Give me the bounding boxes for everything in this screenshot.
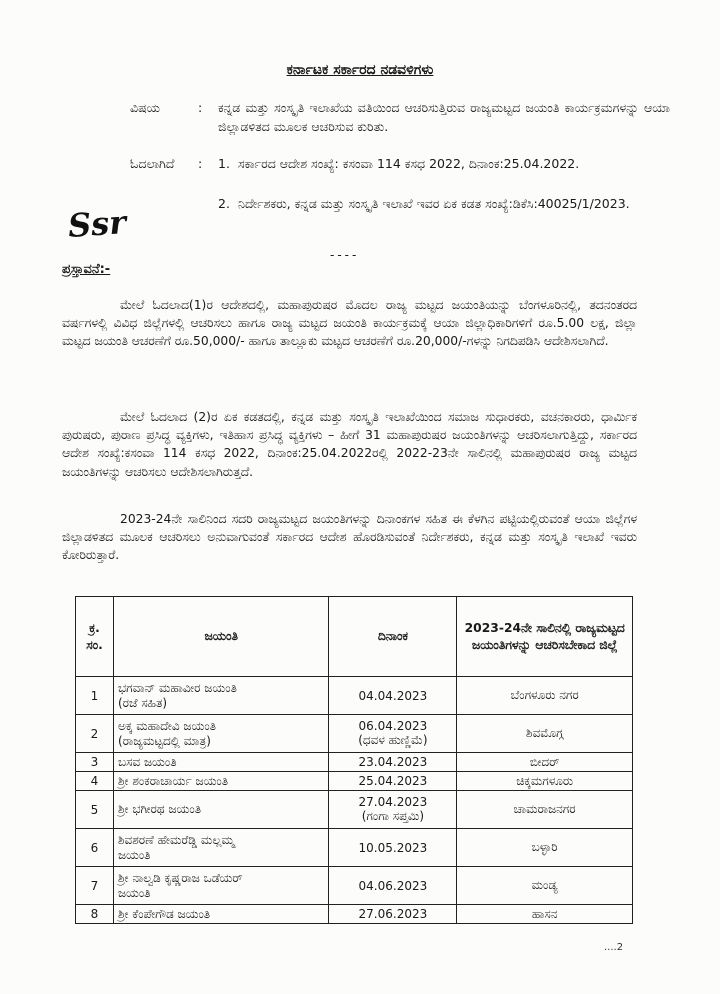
cell-date: 27.06.2023 — [329, 905, 457, 924]
subject-text: ಕನ್ನಡ ಮತ್ತು ಸಂಸ್ಕೃತಿ ಇಲಾಖೆಯ ವತಿಯಿಂದ ಆಚರಿಸುತ್ತಿರುವ ರಾಜ್ಯಮಟ್ಟದ ಜಯಂತಿ ಕಾರ್ಯಕ್ರಮಗಳನ್ನು ಆಯಾ ಜಿಲ್ಲಾಡಳಿತದ ಮೂಲಕ ಆಚರಿಸುವ ಕುರಿತು. — [218, 100, 670, 134]
cell-serial-number: 3 — [76, 753, 114, 772]
header-district: 2023-24ನೇ ಸಾಲಿನಲ್ಲಿ ರಾಜ್ಯಮಟ್ಟದ ಜಯಂತಿಗಳನ್ನು ಆಚರಿಸಬೇಕಾದ ಜಿಲ್ಲೆ — [457, 597, 633, 677]
paragraph: 2023-24ನೇ ಸಾಲಿನಿಂದ ಸದರಿ ರಾಜ್ಯಮಟ್ಟದ ಜಯಂತಿಗಳನ್ನು ದಿನಾಂಕಗಳ ಸಹಿತ ಈ ಕೆಳಗಿನ ಪಟ್ಟಿಯಲ್ಲಿರುವಂತೆ ಆಯಾ ಜಿಲ್ಲೆಗಳ ಜಿಲ್ಲಾಡಳಿತದ ಮೂಲಕ ಆಚರಿಸಲು ಅನುವಾಗುವಂತೆ ಸರ್ಕಾರದ ಆದೇಶ ಹೊರಡಿಸುವಂತೆ ನಿರ್ದೇಶಕರು, ಕನ್ನಡ ಮತ್ತು ಸಂಸ್ಕೃತಿ ಇಲಾಖೆ ಇವರು ಕೋರಿರುತ್ತಾರೆ. — [62, 512, 637, 563]
cell-jayanti — [113, 829, 329, 867]
subject-label: ವಿಷಯ — [130, 100, 160, 115]
paragraph: ಮೇಲೆ ಓದಲಾದ(1)ರ ಆದೇಶದಲ್ಲಿ, ಮಹಾಪುರುಷರ ಮೊದಲ ರಾಜ್ಯ ಮಟ್ಟದ ಜಯಂತಿಯನ್ನು ಬೆಂಗಳೂರಿನಲ್ಲಿ, ತದನಂತರದ ವರ್ಷಗಳಲ್ಲಿ ವಿವಿಧ ಜಿಲ್ಲೆಗಳಲ್ಲಿ ಆಚರಿಸಲು ಹಾಗೂ ರಾಜ್ಯ ಮಟ್ಟದ ಜಯಂತಿ ಕಾರ್ಯಕ್ರಮಕ್ಕೆ ಆಯಾ ಜಿಲ್ಲಾಧಿಕಾರಿಗಳಿಗೆ ರೂ.5.00 ಲಕ್ಷ, ಜಿಲ್ಲಾ ಮಟ್ಟದ ಜಯಂತಿ ಆಚರಣೆಗೆ ರೂ.50,000/- ಹಾಗೂ ತಾಲ್ಲೂಕು ಮಟ್ಟದ ಆಚರಣೆಗೆ ರೂ.20,000/-ಗಳನ್ನು ನಿಗದಿಪಡಿಸಿ ಆದೇಶಿಸಲಾಗಿದೆ. — [62, 298, 637, 349]
cell-district: ಮಂಡ್ಯ — [457, 867, 633, 905]
jayanti-name: ಶ್ರೀ ನಾಲ್ವಡಿ ಕೃಷ್ಣರಾಜ ಒಡೆಯರ್ — [117, 870, 243, 885]
cell-jayanti — [113, 867, 329, 905]
cell-district: ಬೆಂಗಳೂರು ನಗರ — [457, 677, 633, 715]
cell-jayanti — [113, 677, 329, 715]
cell-jayanti: ಶ್ರೀ ಭಗೀರಥ ಜಯಂತಿ — [113, 791, 329, 829]
cell-district: ಚಾಮರಾಜನಗರ — [457, 791, 633, 829]
table-row — [76, 772, 633, 791]
cell-date — [329, 715, 457, 753]
cell-serial-number: 7 — [76, 867, 114, 905]
jayanti-name: ಭಗವಾನ್ ಮಹಾವೀರ ಜಯಂತಿ — [117, 680, 237, 695]
subject-colon: : — [198, 100, 203, 115]
jayanti-note: (ರಾಜ್ಯಮಟ್ಟದಲ್ಲಿ ಮಾತ್ರ) — [117, 733, 211, 748]
header-date: ದಿನಾಂಕ — [329, 597, 457, 677]
jayanti-table — [75, 596, 633, 924]
jayanti-name: ಅಕ್ಕ ಮಹಾದೇವಿ ಜಯಂತಿ — [117, 718, 217, 733]
cell-serial-number: 1 — [76, 677, 114, 715]
table-row — [76, 715, 633, 753]
reference-number: 1. — [218, 156, 230, 171]
table-row — [76, 791, 633, 829]
cell-district: ಶಿವಮೊಗ್ಗ — [457, 715, 633, 753]
cell-district: ಹಾಸನ — [457, 905, 633, 924]
page-number: ....2 — [604, 942, 624, 953]
cell-jayanti: ಬಸವ ಜಯಂತಿ — [113, 753, 329, 772]
cell-district: ಬಳ್ಳಾರಿ — [457, 829, 633, 867]
date-value: 27.04.2023 — [358, 795, 428, 809]
reference-number: 2. — [218, 196, 230, 211]
cell-jayanti — [113, 715, 329, 753]
cell-date — [329, 791, 457, 829]
date-value: 06.04.2023 — [358, 719, 428, 733]
preamble-heading: ಪ್ರಸ್ತಾವನೆ:- — [62, 262, 111, 277]
jayanti-name: ಶಿವಶರಣೆ ಹೇಮರೆಡ್ಡಿ ಮಲ್ಲಮ್ಮ — [117, 832, 235, 847]
cell-serial-number: 6 — [76, 829, 114, 867]
document-title: ಕರ್ನಾಟಕ ಸರ್ಕಾರದ ನಡವಳಿಗಳು — [286, 62, 434, 78]
jayanti-note: ಜಯಂತಿ — [117, 847, 151, 862]
cell-jayanti: ಶ್ರೀ ಕೆಂಪೇಗೌಡ ಜಯಂತಿ — [113, 905, 329, 924]
jayanti-note: ಜಯಂತಿ — [117, 885, 151, 900]
table-row — [76, 867, 633, 905]
references-label: ಓದಲಾಗಿದೆ — [130, 156, 175, 171]
jayanti-note: (ರಜೆ ಸಹಿತ) — [117, 695, 167, 710]
table-row — [76, 905, 633, 924]
table-row — [76, 677, 633, 715]
header-serial-number: ಕ್ರ. ಸಂ. — [76, 597, 114, 677]
cell-date: 04.06.2023 — [329, 867, 457, 905]
header-jayanti: ಜಯಂತಿ — [113, 597, 329, 677]
cell-district: ಚಿಕ್ಕಮಗಳೂರು — [457, 772, 633, 791]
cell-date: 23.04.2023 — [329, 753, 457, 772]
cell-jayanti: ಶ್ರೀ ಶಂಕರಾಚಾರ್ಯ ಜಯಂತಿ — [113, 772, 329, 791]
table-row — [76, 829, 633, 867]
paragraph: ಮೇಲೆ ಓದಲಾದ (2)ರ ಏಕ ಕಡತದಲ್ಲಿ, ಕನ್ನಡ ಮತ್ತು ಸಂಸ್ಕೃತಿ ಇಲಾಖೆಯಿಂದ ಸಮಾಜ ಸುಧಾರಕರು, ವಚನಕಾರರು, ಧಾರ್ಮಿಕ ಪುರುಷರು, ಪುರಾಣ ಪ್ರಸಿದ್ಧ ವ್ಯಕ್ತಿಗಳು, ಇತಿಹಾಸ ಪ್ರಸಿದ್ಧ ವ್ಯಕ್ತಿಗಳು – ಹೀಗೆ 31 ಮಹಾಪುರುಷರ ಜಯಂತಿಗಳನ್ನು ಆಚರಿಸಲಾಗುತ್ತಿದ್ದು, ಸರ್ಕಾರದ ಆದೇಶ ಸಂಖ್ಯೆ:ಕಸಂವಾ 114 ಕಸಧ 2022, ದಿನಾಂಕ:25.04.2022ರಲ್ಲಿ 2022-23ನೇ ಸಾಲಿನಲ್ಲಿ ಮಹಾಪುರುಷರ ರಾಜ್ಯ ಮಟ್ಟದ ಜಯಂತಿಗಳನ್ನು ಆಚರಿಸಲು ಆದೇಶಿಸಲಾಗಿರುತ್ತದೆ. — [62, 410, 637, 479]
cell-serial-number: 2 — [76, 715, 114, 753]
cell-date: 25.04.2023 — [329, 772, 457, 791]
references-colon: : — [198, 156, 203, 171]
reference-text: ಸರ್ಕಾರದ ಆದೇಶ ಸಂಖ್ಯೆ: ಕಸಂವಾ 114 ಕಸಧ 2022, ದಿನಾಂಕ:25.04.2022. — [238, 156, 580, 171]
table-header-row — [76, 597, 633, 677]
cell-date: 10.05.2023 — [329, 829, 457, 867]
date-value: 04.04.2023 — [358, 688, 428, 703]
date-note: (ಗಂಗಾ ಸಪ್ತಮಿ) — [361, 809, 425, 823]
cell-date — [329, 677, 457, 715]
cell-serial-number: 4 — [76, 772, 114, 791]
separator: ---- — [330, 248, 360, 262]
table-row — [76, 753, 633, 772]
date-note: (ಧವಳ ಹುಣ್ಣಿಮೆ) — [358, 733, 428, 747]
cell-serial-number: 5 — [76, 791, 114, 829]
reference-text: ನಿರ್ದೇಶಕರು, ಕನ್ನಡ ಮತ್ತು ಸಂಸ್ಕೃತಿ ಇಲಾಖೆ ಇವರ ಏಕ ಕಡತ ಸಂಖ್ಯೆ:ಡಿಕೆಸಿ:40025/1/2023. — [238, 196, 630, 211]
watermark-logo: Ssr — [66, 203, 128, 245]
cell-district: ಬೀದರ್ — [457, 753, 633, 772]
cell-serial-number: 8 — [76, 905, 114, 924]
